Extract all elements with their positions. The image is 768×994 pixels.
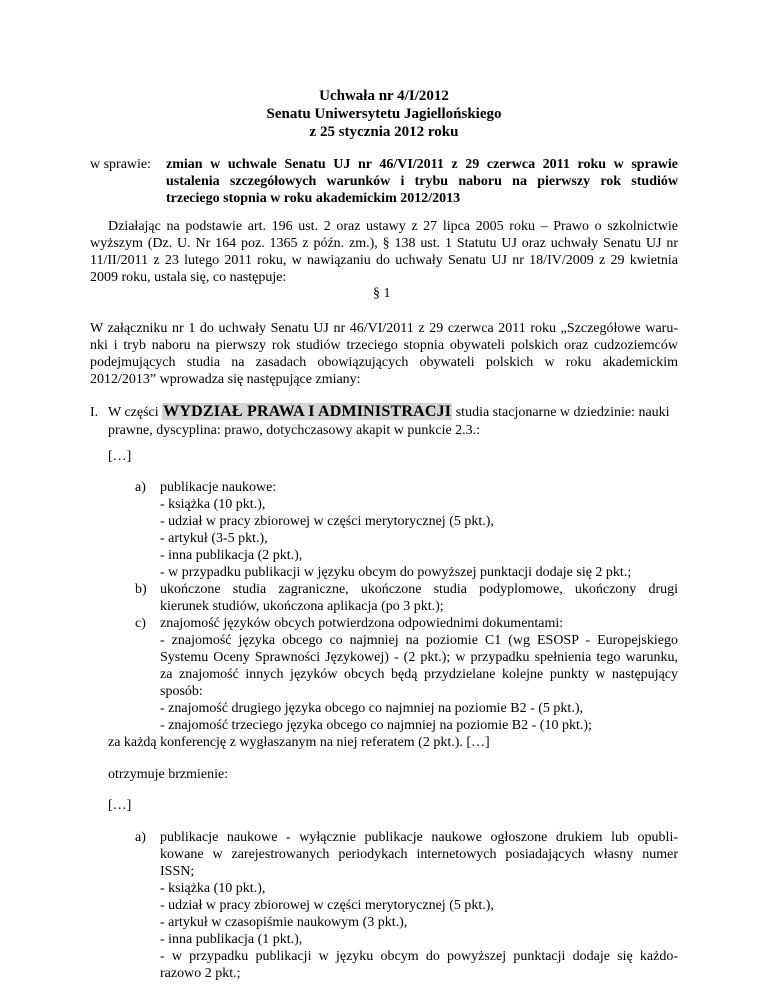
new-a-line: kowane w zarejestrowanych periodykach internetowych posiadających własny numer [160, 847, 678, 862]
preamble-line: 2009 roku, ustala się, co następuje: [90, 270, 287, 285]
new-a-line: - artykuł w czasopiśmie naukowym (3 pkt.), [160, 915, 408, 930]
old-c-line: za znajomość innych języków obcych będą przydzielane kolejne punkty w następujący [160, 667, 678, 682]
old-c-line: - znajomość drugiego języka obcego co najmniej na poziomie B2 - (5 pkt.), [160, 701, 583, 716]
old-a-line: - w przypadku publikacji w języku obcym do powyższej punktacji dodaje się 2 pkt.; [160, 565, 632, 580]
new-a-line: - w przypadku publikacji w języku obcym do powyższej punktacji dodaje się każdo- [160, 949, 678, 964]
new-a-line: - książka (10 pkt.), [160, 881, 266, 896]
subject-line: ustalenia szczegółowych warunków i trybu naboru na pierwszy rok studiów [166, 174, 678, 189]
old-a-line: - udział w pracy zbiorowej w części merytorycznej (5 pkt.), [160, 514, 494, 529]
resolution-date: z 25 stycznia 2012 roku [309, 124, 459, 140]
point-pre-text: W części [108, 405, 159, 420]
old-c-line: sposób: [160, 684, 203, 699]
old-c-line: - znajomość trzeciego języka obcego co najmniej na poziomie B2 - (10 pkt.); [160, 718, 592, 733]
resolution-number: Uchwała nr 4/I/2012 [319, 88, 449, 104]
preamble-line: wyższym (Dz. U. Nr 164 poz. 1365 z późn. zm.), § 138 ust. 1 Statutu UJ oraz uchwały Senatu UJ nr [90, 236, 678, 251]
subject-line: zmian w uchwale Senatu UJ nr 46/VI/2011 z 29 czerwca 2011 roku w sprawie [166, 157, 678, 172]
old-c-line: znajomość języków obcych potwierdzona odpowiednimi dokumentami: [160, 616, 564, 631]
subject-line: trzeciego stopnia w roku akademickim 2012/2013 [166, 191, 461, 206]
point-numeral: I. [90, 405, 99, 420]
preamble-line: 11/II/2011 z 23 lutego 2011 roku, w nawiązaniu do uchwały Senatu UJ nr 18/IV/2009 z 29 kwietnia [90, 253, 678, 268]
old-b-line: ukończone studia zagraniczne, ukończone studia podyplomowe, ukończony drugi [160, 582, 678, 597]
old-c-line: Systemu Oceny Sprawności Językowej) - (2 pkt.); w przypadku spełnienia tego warunku, [160, 650, 678, 665]
ellipsis: […] [108, 798, 132, 813]
intro-line: podejmujących studia na zasadach obowiązujących obywateli polskich w roku akademickim [90, 355, 678, 370]
intro-line: W załączniku nr 1 do uchwały Senatu UJ nr 46/VI/2011 z 29 czerwca 2011 roku „Szczegółowe waru- [90, 321, 678, 336]
preamble-line: Działając na podstawie art. 196 ust. 2 oraz ustawy z 27 lipca 2005 roku – Prawo o szkolnictwie [108, 219, 678, 234]
new-a-line: ISSN; [160, 864, 195, 879]
section-mark: § 1 [373, 286, 391, 301]
item-label: b) [135, 582, 147, 597]
item-label: a) [135, 480, 146, 495]
intro-line: 2012/2013” wprowadza się następujące zmiany: [90, 372, 361, 387]
new-a-line: - inna publikacja (1 pkt.), [160, 932, 303, 947]
faculty-highlight: WYDZIAŁ PRAWA I ADMINISTRACJI [163, 403, 452, 420]
new-a-line: publikacje naukowe - wyłącznie publikacje naukowe ogłoszone drukiem lub opubli- [160, 830, 678, 845]
old-a-line: - książka (10 pkt.), [160, 497, 266, 512]
receives-line: otrzymuje brzmienie: [108, 767, 229, 782]
old-a-line: - artykuł (3-5 pkt.), [160, 531, 268, 546]
old-c-line: - znajomość języka obcego co najmniej na poziomie C1 (wg ESOSP - Europejskiego [160, 633, 678, 648]
item-label: c) [135, 616, 146, 631]
item-label: a) [135, 830, 146, 845]
old-closing-line: za każdą konferencję z wygłaszanym na niej referatem (2 pkt.). […] [108, 735, 490, 750]
point-line: prawne, dyscyplina: prawo, dotychczasowy akapit w punkcie 2.3.: [108, 423, 481, 438]
intro-line: nki i tryb naboru na pierwszy rok studiów trzeciego stopnia obywateli polskich oraz cudzoziemców [90, 338, 678, 353]
old-b-line: kierunek studiów, ukończona aplikacja (po 3 pkt.); [160, 599, 444, 614]
new-a-line: - udział w pracy zbiorowej w części merytorycznej (5 pkt.), [160, 898, 494, 913]
new-a-line: razowo 2 pkt.; [160, 966, 241, 981]
old-a-line: - inna publikacja (2 pkt.), [160, 548, 303, 563]
subject-label: w sprawie: [90, 157, 152, 172]
ellipsis: […] [108, 449, 132, 464]
old-a-line: publikacje naukowe: [160, 480, 277, 495]
point-heading [108, 403, 670, 421]
point-post-text: studia stacjonarne w dziedzinie: nauki [455, 405, 670, 420]
issuing-body: Senatu Uniwersytetu Jagiellońskiego [266, 106, 502, 122]
